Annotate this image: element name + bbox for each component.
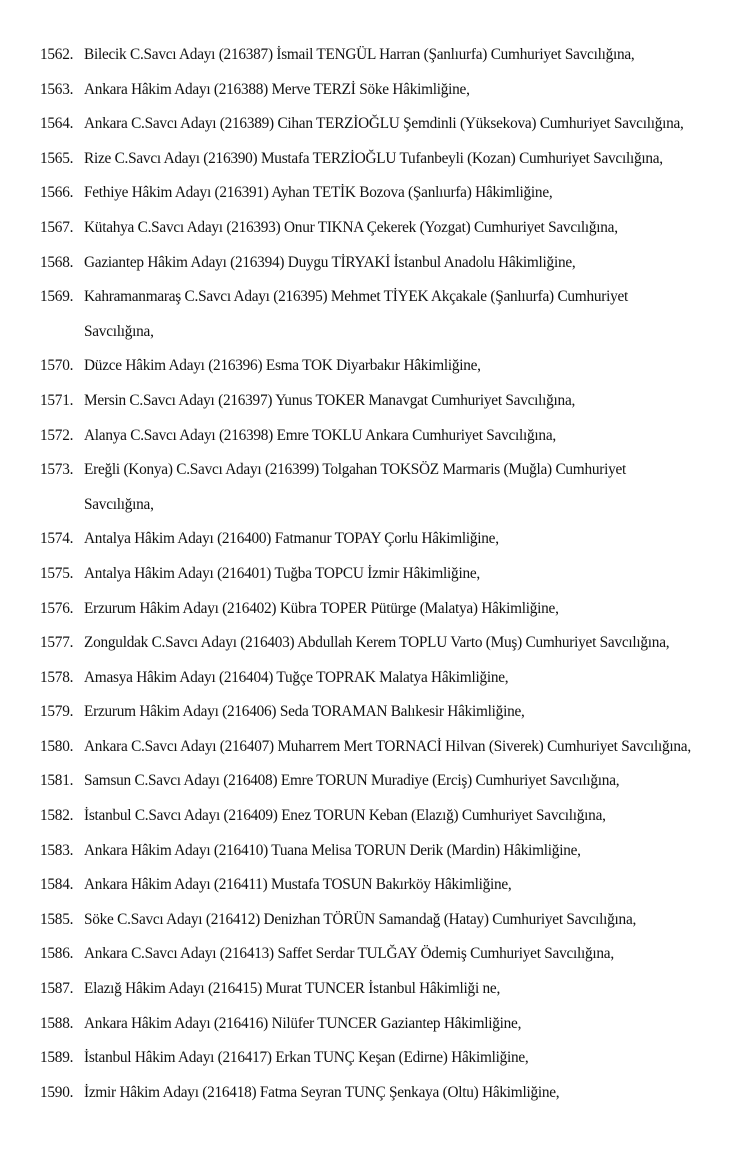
item-number: 1585.	[40, 910, 74, 928]
item-number: 1564.	[40, 115, 74, 133]
item-number: 1590.	[40, 1083, 74, 1101]
item-text: Gaziantep Hâkim Adayı (216394) Duygu TİRYAKİ İstanbul Anadolu Hâkimliğine,	[84, 253, 576, 271]
list-item	[40, 176, 720, 211]
list-item	[40, 246, 720, 281]
item-text: Mersin C.Savcı Adayı (216397) Yunus TOKER Manavgat Cumhuriyet Savcılığına,	[84, 391, 576, 409]
list-item	[40, 626, 720, 661]
item-text: Ankara Hâkim Adayı (216411) Mustafa TOSUN Bakırköy Hâkimliğine,	[84, 876, 512, 894]
item-number: 1562.	[40, 46, 74, 63]
list-item	[40, 764, 720, 799]
list-item	[40, 107, 720, 142]
item-text: Erzurum Hâkim Adayı (216402) Kübra TOPER Pütürge (Malatya) Hâkimliğine,	[84, 599, 559, 617]
item-number: 1574.	[40, 530, 74, 548]
item-text: Bilecik C.Savcı Adayı (216387) İsmail TENGÜL Harran (Şanlıurfa) Cumhuriyet Savcılığına,	[84, 46, 635, 63]
list-item	[40, 1007, 720, 1042]
item-number: 1569.	[40, 288, 74, 306]
item-text: Elazığ Hâkim Adayı (216415) Murat TUNCER İstanbul Hâkimliği ne,	[84, 980, 501, 998]
item-text: Ankara C.Savcı Adayı (216407) Muharrem Mert TORNACİ Hilvan (Siverek) Cumhuriyet Savcılığına,	[84, 737, 691, 755]
appointment-list	[40, 38, 720, 1110]
item-number: 1568.	[40, 253, 74, 271]
item-text-continuation: Savcılığına,	[84, 322, 154, 340]
item-number: 1573.	[40, 461, 74, 479]
item-number: 1567.	[40, 218, 74, 236]
list-item	[40, 38, 720, 73]
item-number: 1589.	[40, 1049, 74, 1067]
item-text: Ankara Hâkim Adayı (216416) Nilüfer TUNCER Gaziantep Hâkimliğine,	[84, 1014, 522, 1032]
list-item	[40, 972, 720, 1007]
item-text: İstanbul Hâkim Adayı (216417) Erkan TUNÇ Keşan (Edirne) Hâkimliğine,	[84, 1049, 529, 1067]
item-number: 1578.	[40, 668, 74, 686]
item-number: 1588.	[40, 1014, 74, 1032]
list-item	[40, 799, 720, 834]
item-text: Rize C.Savcı Adayı (216390) Mustafa TERZİOĞLU Tufanbeyli (Kozan) Cumhuriyet Savcılığına,	[84, 149, 663, 167]
item-text: Ankara C.Savcı Adayı (216413) Saffet Serdar TULĞAY Ödemiş Cumhuriyet Savcılığına,	[84, 945, 614, 963]
item-number: 1575.	[40, 564, 74, 582]
list-item	[40, 592, 720, 627]
item-text: Amasya Hâkim Adayı (216404) Tuğçe TOPRAK Malatya Hâkimliğine,	[84, 668, 509, 686]
item-text: Erzurum Hâkim Adayı (216406) Seda TORAMAN Balıkesir Hâkimliğine,	[84, 703, 525, 721]
list-item	[40, 1076, 720, 1111]
list-item	[40, 211, 720, 246]
item-text: Zonguldak C.Savcı Adayı (216403) Abdullah Kerem TOPLU Varto (Muş) Cumhuriyet Savcılığına,	[84, 634, 670, 652]
list-item	[40, 695, 720, 730]
item-text: İstanbul C.Savcı Adayı (216409) Enez TORUN Keban (Elazığ) Cumhuriyet Savcılığına,	[84, 807, 606, 825]
item-number: 1570.	[40, 357, 74, 375]
item-number: 1563.	[40, 80, 74, 98]
item-number: 1584.	[40, 876, 74, 894]
item-number: 1577.	[40, 634, 74, 652]
item-text: Ankara Hâkim Adayı (216388) Merve TERZİ Söke Hâkimliğine,	[84, 80, 470, 98]
item-text: Alanya C.Savcı Adayı (216398) Emre TOKLU Ankara Cumhuriyet Savcılığına,	[84, 426, 556, 444]
item-text-continuation: Savcılığına,	[84, 495, 154, 513]
list-item	[40, 349, 720, 384]
item-number: 1580.	[40, 737, 74, 755]
item-text: Ankara Hâkim Adayı (216410) Tuana Melisa TORUN Derik (Mardin) Hâkimliğine,	[84, 841, 581, 859]
item-number: 1576.	[40, 599, 74, 617]
item-text: Ereğli (Konya) C.Savcı Adayı (216399) Tolgahan TOKSÖZ Marmaris (Muğla) Cumhuriyet	[84, 461, 627, 479]
list-item	[40, 73, 720, 108]
item-text: Düzce Hâkim Adayı (216396) Esma TOK Diyarbakır Hâkimliğine,	[84, 357, 481, 375]
item-text: Fethiye Hâkim Adayı (216391) Ayhan TETİK Bozova (Şanlıurfa) Hâkimliğine,	[84, 184, 553, 202]
item-text: Ankara C.Savcı Adayı (216389) Cihan TERZİOĞLU Şemdinli (Yüksekova) Cumhuriyet Savcılığına,	[84, 115, 684, 133]
item-text: Söke C.Savcı Adayı (216412) Denizhan TÖRÜN Samandağ (Hatay) Cumhuriyet Savcılığına,	[84, 910, 637, 928]
item-text: Samsun C.Savcı Adayı (216408) Emre TORUN Muradiye (Erciş) Cumhuriyet Savcılığına,	[84, 772, 620, 790]
list-item	[40, 142, 720, 177]
item-number: 1586.	[40, 945, 74, 963]
item-number: 1579.	[40, 703, 74, 721]
list-item	[40, 419, 720, 454]
item-number: 1583.	[40, 841, 74, 859]
item-number: 1572.	[40, 426, 74, 444]
list-item	[40, 661, 720, 696]
list-item	[40, 730, 720, 765]
item-text: Kahramanmaraş C.Savcı Adayı (216395) Mehmet TİYEK Akçakale (Şanlıurfa) Cumhuriyet	[84, 288, 629, 306]
list-item	[40, 522, 720, 557]
item-number: 1571.	[40, 391, 74, 409]
list-item	[40, 557, 720, 592]
list-item	[40, 280, 720, 349]
item-number: 1582.	[40, 807, 74, 825]
list-item	[40, 834, 720, 869]
list-item	[40, 868, 720, 903]
item-text: Kütahya C.Savcı Adayı (216393) Onur TIKNA Çekerek (Yozgat) Cumhuriyet Savcılığına,	[84, 218, 618, 236]
item-number: 1581.	[40, 772, 74, 790]
list-item	[40, 1041, 720, 1076]
item-text: Antalya Hâkim Adayı (216401) Tuğba TOPCU İzmir Hâkimliğine,	[84, 564, 480, 582]
list-item	[40, 453, 720, 522]
item-text: İzmir Hâkim Adayı (216418) Fatma Seyran TUNÇ Şenkaya (Oltu) Hâkimliğine,	[84, 1083, 560, 1101]
list-item	[40, 384, 720, 419]
list-item	[40, 937, 720, 972]
item-number: 1566.	[40, 184, 74, 202]
item-text: Antalya Hâkim Adayı (216400) Fatmanur TOPAY Çorlu Hâkimliğine,	[84, 530, 499, 548]
list-item	[40, 903, 720, 938]
item-number: 1587.	[40, 980, 74, 998]
item-number: 1565.	[40, 149, 74, 167]
